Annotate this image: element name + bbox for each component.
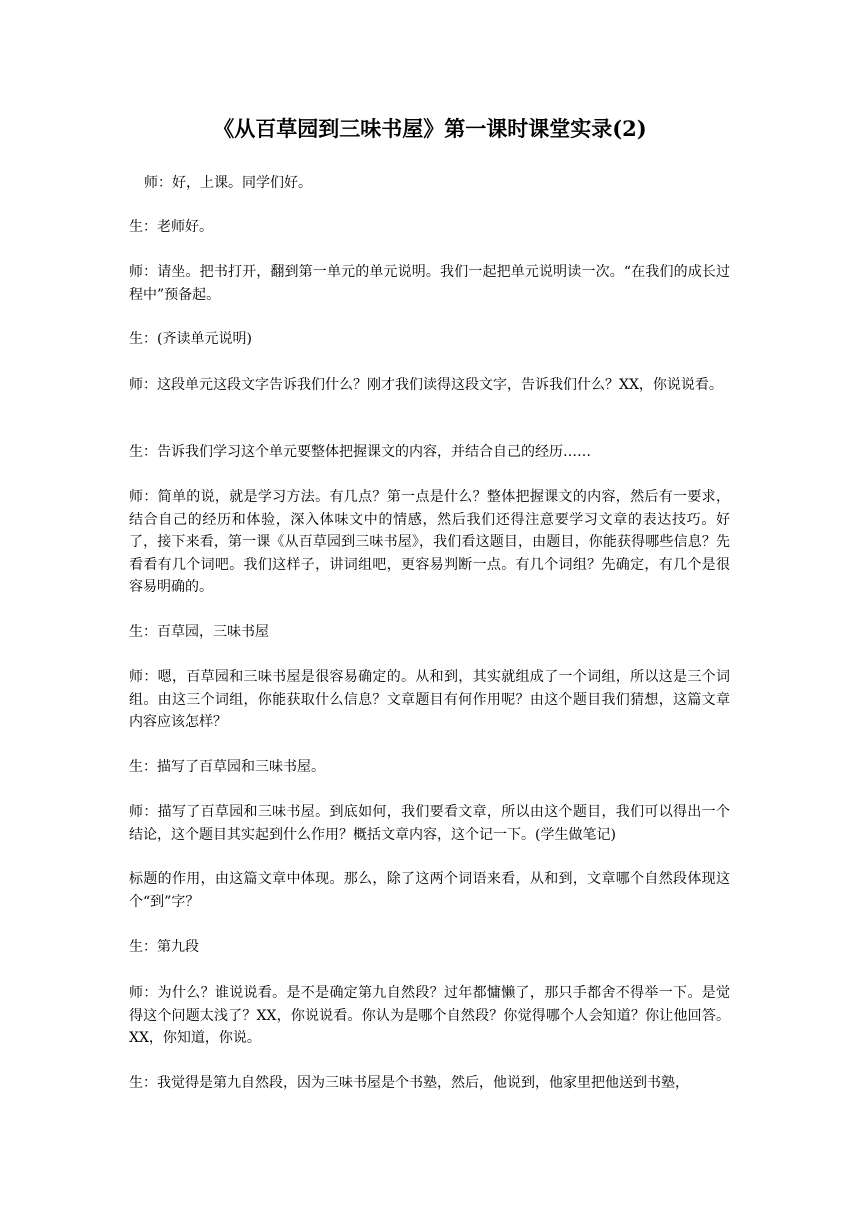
paragraph: 生：老师好。	[129, 219, 213, 235]
paragraph: 师：这段单元这段文字告诉我们什么？刚才我们读得这段文字，告诉我们什么？XX，你说说看。	[129, 377, 723, 393]
paragraph: 生：百草园，三味书屋	[129, 624, 269, 640]
paragraph: 师：好，上课。同学们好。	[144, 175, 312, 191]
paragraph: 师：为什么？谁说说看。是不是确定第九自然段？过年都慵懒了，那只手都舍不得举一下。是觉得这个问题太浅了？XX，你说说看。你认为是哪个自然段？你觉得哪个人会知道？你让他回答。XX，你知道，你说。	[129, 985, 730, 1046]
paragraph: 师：描写了百草园和三味书屋。到底如何，我们要看文章，所以由这个题目，我们可以得出一个结论，这个题目其实起到什么作用？概括文章内容，这个记一下。(学生做笔记)	[129, 804, 730, 843]
paragraph: 生：第九段	[129, 939, 199, 955]
paragraph: 师：请坐。把书打开，翻到第一单元的单元说明。我们一起把单元说明读一次。“在我们的成长过程中”预备起。	[129, 264, 730, 303]
paragraph: 生：告诉我们学习这个单元要整体把握课文的内容，并结合自己的经历……	[129, 444, 591, 460]
paragraph: 师：简单的说，就是学习方法。有几点？第一点是什么？整体把握课文的内容，然后有一要求，结合自己的经历和体验，深入体味文中的情感，然后我们还得注意要学习文章的表达技巧。好了，接下来看，第一课《从百草园到三味书屋》，我们看这题目，由题目，你能获得哪些信息？先看看有几个词吧。我们这样子，讲词组吧，更容易判断一点。有几个词组？先确定，有几个是很容易明确的。	[129, 489, 730, 595]
paragraph: 生：(齐读单元说明)	[129, 331, 252, 347]
paragraph: 生：描写了百草园和三味书屋。	[129, 759, 325, 775]
paragraph: 师：嗯，百草园和三味书屋是很容易确定的。从和到，其实就组成了一个词组，所以这是三个词组。由这三个词组，你能获取什么信息？文章题目有何作用呢？由这个题目我们猜想，这篇文章内容应该怎样？	[129, 669, 730, 730]
paragraph: 标题的作用，由这篇文章中体现。那么，除了这两个词语来看，从和到，文章哪个自然段体现这个“到”字？	[129, 871, 730, 910]
paragraph: 生：我觉得是第九自然段，因为三味书屋是个书塾，然后，他说到，他家里把他送到书塾，	[129, 1075, 689, 1091]
document-title: 《从百草园到三味书屋》第一课时课堂实录(2)	[213, 116, 647, 141]
